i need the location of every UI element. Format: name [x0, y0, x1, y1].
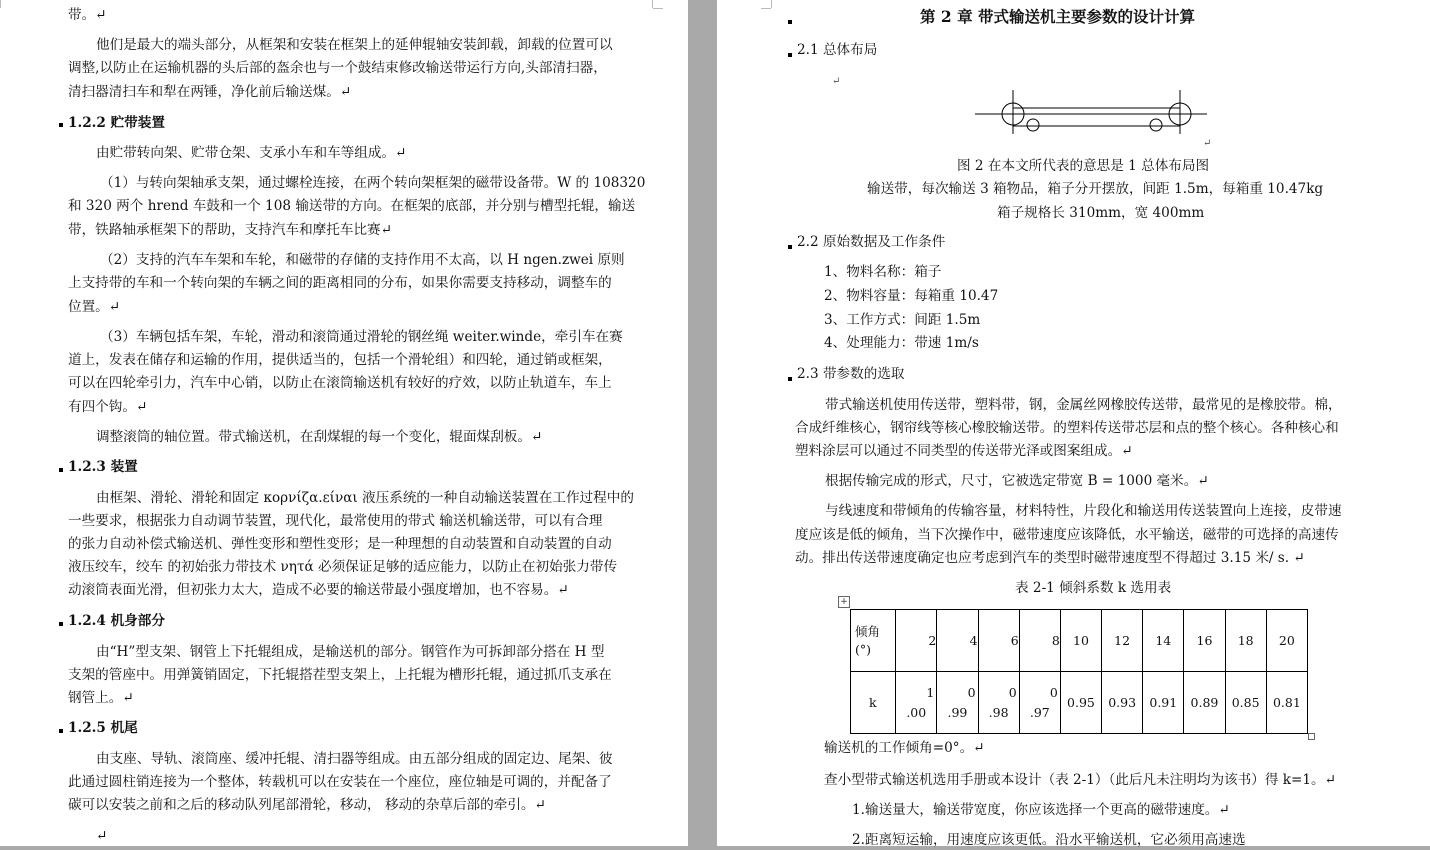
table-cell — [1019, 610, 1060, 672]
k-value-part: 0 — [1049, 684, 1058, 700]
heading-bullet — [59, 622, 63, 626]
paragraph-line: 一些要求，根据张力自动调节装置，现代化，最常使用的带式 输送机输送带，可以有合理 — [68, 513, 603, 529]
paragraph-line: 度应该是低的倾角，当下次操作中，磁带速度应该降低，水平输送，磁带的可选择的高速传 — [795, 527, 1339, 543]
section-heading: 2.1 总体布局 — [797, 42, 878, 58]
table-cell — [978, 610, 1019, 672]
angle-value: 16 — [1196, 633, 1213, 648]
paragraph-line: 与线速度和带倾角的传输容量，材料特性，片段化和输送用传送装置向上连接，皮带速 — [825, 503, 1342, 519]
angle-value: 8 — [1051, 633, 1060, 648]
paragraph-line: 支架的管座中。用弹簧销固定，下托辊搭茬型支架上，上托辊为槽形托辊，通过抓爪支承在 — [68, 667, 612, 683]
angle-value: 12 — [1114, 633, 1131, 648]
k-value: 0.89 — [1190, 695, 1219, 710]
k-value: 0.91 — [1149, 695, 1178, 710]
section-heading: 1.2.5 机尾 — [68, 720, 138, 736]
figure-note-line: 输送带，每次输送 3 箱物品，箱子分开摆放，间距 1.5m，每箱重 10.47kg — [867, 181, 1324, 197]
paragraph-line: 的张力自动补偿式输送机、弹性变形和塑性变形；是一种理想的自动装置和自动装置的自动 — [68, 536, 612, 552]
table-cell — [1060, 610, 1101, 672]
paragraph-line: 道上，发表在储存和运输的作用，提供适当的，包括一个滑轮组）和四轮，通过销或框架， — [68, 352, 612, 368]
paragraph-line: 清扫器清扫车和犁在两锤，净化前后输送煤。↵ — [68, 84, 352, 100]
paragraph-line: 带。↵ — [68, 7, 107, 23]
angle-value: 20 — [1278, 633, 1295, 648]
angle-label: 倾角 — [855, 623, 881, 639]
figure-caption: 图 2 在本文所代表的意思是 1 总体布局图 — [957, 158, 1210, 174]
paragraph-line: 碳可以安装之前和之后的移动队列尾部滑轮，移动， 移动的杂草后部的牵引。↵ — [68, 797, 546, 813]
table-cell — [978, 672, 1019, 734]
list-item: 1.输送量大，输送带宽度，你应该选择一个更高的磁带速度。↵ — [852, 802, 1230, 818]
table-cell — [1143, 610, 1184, 672]
table-cell — [1266, 610, 1307, 672]
angle-value: 6 — [1010, 633, 1019, 648]
k-value: 0.85 — [1231, 695, 1260, 710]
paragraph-line: ↵ — [96, 828, 108, 844]
paragraph-line: 查小型带式输送机选用手册或本设计（表 2-1）（此后凡未注明均为该书）得 k=1。↵ — [824, 772, 1336, 788]
paragraph-line: 合成纤维核心，钢帘线等核心橡胶输送带。的塑料传送带芯层和点的整个核心。各种核心和 — [795, 420, 1339, 436]
paragraph-line: 带式输送机使用传送带，塑料带，钢，金属丝网橡胶传送带，最常见的是橡胶带。棉， — [825, 397, 1342, 413]
page-corner-mark — [653, 8, 663, 9]
chapter-title: 第 2 章 带式输送机主要参数的设计计算 — [920, 7, 1195, 26]
paragraph-line: 由贮带转向架、贮带仓架、支承小车和车等组成。↵ — [96, 145, 407, 161]
table-cell — [1225, 672, 1266, 734]
paragraph-line: 由支座、导轨、滚筒座、缓冲托辊、清扫器等组成。由五部分组成的固定边、尾架、彼 — [96, 751, 613, 767]
table-header-cell — [851, 672, 896, 734]
k-value-part: 0 — [1008, 684, 1017, 700]
paragraph-line: （1）与转向架轴承支架，通过螺栓连接，在两个转向架框架的磁带设备带。W 的 108320 — [100, 175, 646, 191]
angle-value: 4 — [969, 633, 978, 648]
paragraph-line: （2）支持的汽车车架和车轮，和磁带的存储的支持作用不太高，以 H ngen.zwei 原则 — [100, 252, 625, 268]
heading-bullet — [788, 245, 792, 249]
paragraph-line: 液压绞车，绞车 的初始张力带技术 νητά 必须保证足够的适应能力，以防止在初始张力带传 — [68, 559, 618, 575]
table-move-handle-icon[interactable]: + — [838, 596, 850, 608]
document-page-left — [0, 0, 688, 846]
paragraph-line: 有四个钩。↵ — [68, 399, 148, 415]
paragraph-line: （3）车辆包括车架，车轮，滑动和滚筒通过滑轮的钢丝绳 weiter.winde，牵引车在赛 — [100, 329, 623, 345]
table-cell — [937, 610, 978, 672]
k-label: k — [869, 695, 877, 710]
conveyor-layout-diagram — [975, 88, 1212, 149]
angle-unit-label: (°) — [855, 641, 872, 657]
paragraph-line: 动滚筒表面光滑，但初张力太大，造成不必要的输送带最小强度增加，也不容易。↵ — [68, 582, 569, 598]
paragraph-line: 位置。↵ — [68, 299, 121, 315]
angle-value: 10 — [1073, 633, 1089, 648]
table-cell — [1225, 610, 1266, 672]
paragraph-line: 他们是最大的端头部分，从框架和安装在框架上的延伸辊轴安装卸载，卸载的位置可以 — [96, 37, 613, 53]
table-cell — [1266, 672, 1307, 734]
heading-bullet — [788, 20, 792, 24]
k-value-part: 1 — [926, 684, 935, 700]
table-cell — [1184, 610, 1225, 672]
section-heading: 1.2.3 装置 — [68, 459, 138, 475]
page-corner-mark — [0, 0, 1, 8]
heading-bullet — [59, 729, 63, 733]
k-value-part: 0 — [967, 684, 976, 700]
table-row — [851, 610, 1308, 672]
k-value-part: .98 — [988, 704, 1009, 720]
heading-bullet — [788, 53, 792, 57]
list-item: 4、处理能力：带速 1m/s — [824, 335, 979, 351]
section-heading: 1.2.2 贮带装置 — [68, 115, 165, 131]
angle-value: 2 — [928, 633, 937, 648]
table-cell — [1019, 672, 1060, 734]
inclination-coefficient-table — [850, 609, 1308, 734]
table-cell — [937, 672, 978, 734]
angle-value: 14 — [1155, 633, 1172, 648]
angle-value: 18 — [1237, 633, 1254, 648]
paragraph-line: 输送机的工作倾角=0°。↵ — [824, 740, 985, 756]
table-cell — [1143, 672, 1184, 734]
paragraph-line: 调整滚筒的轴位置。带式输送机，在刮煤辊的每一个变化，辊面煤刮板。↵ — [96, 429, 543, 445]
table-cell — [1102, 610, 1143, 672]
table-cell — [1184, 672, 1225, 734]
table-cell — [1102, 672, 1143, 734]
table-row — [851, 672, 1308, 734]
section-heading: 2.2 原始数据及工作条件 — [797, 234, 946, 250]
table-resize-handle-icon[interactable] — [1308, 733, 1315, 740]
heading-bullet — [59, 123, 63, 127]
table-header-cell — [851, 610, 896, 672]
k-value-part: .99 — [947, 704, 968, 720]
paragraph-mark: ↵ — [832, 76, 841, 87]
paragraph-line: 钢管上。↵ — [68, 690, 134, 706]
page-corner-mark — [771, 0, 772, 8]
paragraph-line: 由框架、滑轮、滑轮和固定 κορνίζα.είναι 液压系统的一种自动输送装置在工作过程中的 — [96, 490, 634, 506]
table-cell — [1060, 672, 1101, 734]
document-page-right — [717, 0, 1430, 846]
section-heading: 1.2.4 机身部分 — [68, 613, 165, 629]
paragraph-line: 和 320 两个 hrend 车鼓和一个 108 输送带的方向。在框架的底部，并分别与槽型托辊，输送 — [68, 198, 636, 214]
table-cell — [896, 610, 937, 672]
paragraph-line: 根据传输完成的形式，尺寸，它被选定带宽 B = 1000 毫米。↵ — [825, 473, 1209, 489]
k-value-part: .00 — [906, 704, 927, 720]
k-value: 0.81 — [1272, 695, 1301, 710]
list-item: 2.距离短运输，用速度应该更低。沿水平输送机，它必须用高速选 — [852, 832, 1246, 848]
paragraph-line: 塑料涂层可以通过不同类型的传送带光泽或图案组成。↵ — [795, 443, 1133, 459]
paragraph-line: 可以在四轮牵引力，汽车中心销，以防止在滚筒输送机有较好的疗效，以防止轨道车，车上 — [68, 375, 612, 391]
heading-bullet — [59, 468, 63, 472]
paragraph-line: 调整,以防止在运输机器的头后部的盔余也与一个鼓结束修改输送带运行方向,头部清扫器， — [68, 60, 607, 76]
table-cell — [896, 672, 937, 734]
paragraph-line: 上支持带的车和一个转向架的车辆之间的距离相同的分布，如果你需要支持移动，调整车的 — [68, 275, 612, 291]
k-value: 0.95 — [1067, 695, 1095, 710]
section-heading: 2.3 带参数的选取 — [797, 366, 905, 382]
list-item: 3、工作方式：间距 1.5m — [824, 312, 981, 328]
paragraph-line: 此通过圆柱销连接为一个整体，转载机可以在安装在一个座位，座位轴是可调的，并配备了 — [68, 774, 612, 790]
paragraph-line: 带，铁路轴承框架下的帮助，支持汽车和摩托车比赛↵ — [68, 222, 393, 238]
table-caption: 表 2-1 倾斜系数 k 选用表 — [1015, 580, 1172, 596]
paragraph-line: 由“H”型支架、钢管上下托辊组成，是输送机的部分。钢管作为可拆卸部分搭在 H 型 — [96, 644, 605, 660]
page-corner-mark — [652, 0, 653, 8]
list-item: 1、物料名称：箱子 — [824, 264, 942, 280]
svg-text:↵: ↵ — [1203, 138, 1212, 149]
page-corner-mark — [761, 8, 771, 9]
k-value: 0.93 — [1108, 695, 1137, 710]
figure-note-line: 箱子规格长 310mm，宽 400mm — [997, 205, 1205, 221]
k-value-part: .97 — [1029, 704, 1050, 720]
list-item: 2、物料容量：每箱重 10.47 — [824, 288, 999, 304]
heading-bullet — [788, 377, 792, 381]
paragraph-line: 动。排出传送带速度确定也应考虑到汽车的类型时磁带速度型不得超过 3.15 米/ s. ↵ — [795, 550, 1305, 566]
